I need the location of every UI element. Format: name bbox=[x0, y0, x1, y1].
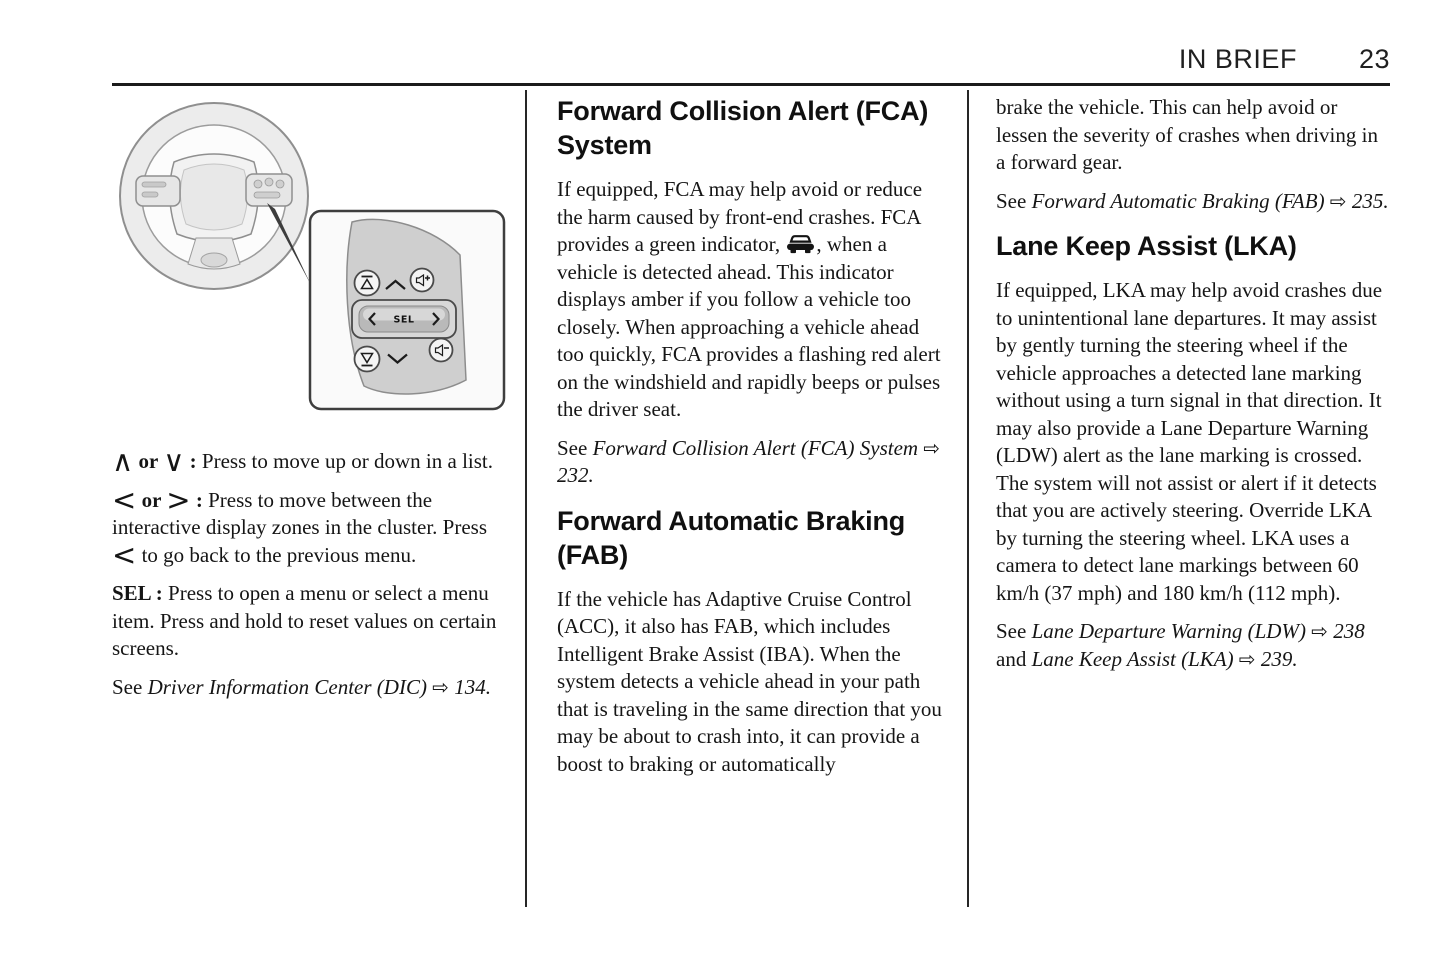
left-column-text bbox=[112, 444, 506, 712]
header-rule bbox=[112, 83, 1390, 86]
volume-up-icon bbox=[411, 269, 434, 292]
steering-controls-callout bbox=[310, 211, 504, 409]
right-spoke-controls bbox=[246, 174, 292, 206]
middle-column bbox=[557, 92, 951, 789]
lka-reference: See Lane Departure Warning (LDW) ⇨ 238 and Lane Keep Assist (LKA) ⇨ 239. bbox=[996, 619, 1365, 671]
updown-buttons-paragraph: ∧ or ∨ : Press to move up or down in a list. bbox=[112, 444, 493, 478]
fab-paragraph-continued: brake the vehicle. This can help avoid or lessen the severity of crashes when driving in a forward gear. bbox=[996, 95, 1378, 174]
column-divider-left bbox=[525, 90, 527, 907]
volume-down-icon bbox=[430, 339, 453, 362]
fca-heading: Forward Collision Alert (FCA) System bbox=[557, 96, 929, 160]
fca-reference: See Forward Collision Alert (FCA) System ⇨ 232. bbox=[557, 435, 941, 487]
column-divider-right bbox=[967, 90, 969, 907]
left-spoke-controls bbox=[136, 176, 180, 206]
wheel-emblem bbox=[201, 253, 227, 267]
left-column bbox=[112, 92, 506, 699]
section-title: IN BRIEF bbox=[1178, 44, 1297, 74]
sel-button-label: SEL bbox=[393, 314, 415, 326]
page-number: 23 bbox=[1358, 44, 1390, 74]
fab-reference: See Forward Automatic Braking (FAB) ⇨ 235. bbox=[996, 188, 1389, 213]
dic-reference: See Driver Information Center (DIC) ⇨ 134. bbox=[112, 674, 491, 699]
sel-button bbox=[352, 300, 456, 338]
steering-wheel-illustration bbox=[112, 92, 512, 424]
sel-button-paragraph: SEL : Press to open a menu or select a menu item. Press and hold to reset values on certain screens. bbox=[112, 581, 497, 660]
fca-paragraph: If equipped, FCA may help avoid or reduce the harm caused by front-end crashes. FCA provides a green indicator, , when a vehicle is detected ahead. This indicator displays amber if you follow a vehicle too closely. When approaching a vehicle ahead too quickly, FCA provides a flashing red alert on the windshield and rapidly beeps or pulses the driver seat. bbox=[557, 177, 941, 421]
right-column bbox=[996, 92, 1392, 684]
vehicle-ahead-indicator-icon bbox=[785, 234, 816, 255]
lka-paragraph: If equipped, LKA may help avoid crashes due to unintentional lane departures. It may assist by gently turning the steering wheel if the vehicle approaches a detected lane marking without using a turn signal in that direction. It may also provide a Lane Departure Warning (LDW) alert as the lane marking is crossed. The system will not assist or alert if it detects that you are actively steering. Override LKA by turning the steering wheel. LKA uses a camera to detect lane markings between 60 km/h (37 mph) and 180 km/h (112 mph). bbox=[996, 278, 1383, 605]
fab-heading: Forward Automatic Braking (FAB) bbox=[557, 505, 906, 570]
page-header bbox=[112, 44, 1390, 75]
leftright-buttons-paragraph: < or > : Press to move between the interactive display zones in the cluster. Press < to go back to the previous menu. bbox=[112, 482, 487, 572]
airbag-cover bbox=[180, 164, 247, 230]
fab-paragraph: If the vehicle has Adaptive Cruise Control (ACC), it also has FAB, which includes Intelligent Brake Assist (IBA). When the system detects a vehicle ahead in your path that is traveling in the same direction that you may be about to crash into, it can provide a boost to braking or automatically bbox=[557, 586, 942, 776]
seek-down-icon bbox=[355, 347, 380, 372]
steering-wheel-figure bbox=[112, 92, 512, 424]
lka-heading: Lane Keep Assist (LKA) bbox=[996, 231, 1297, 261]
seek-up-icon bbox=[355, 271, 380, 296]
